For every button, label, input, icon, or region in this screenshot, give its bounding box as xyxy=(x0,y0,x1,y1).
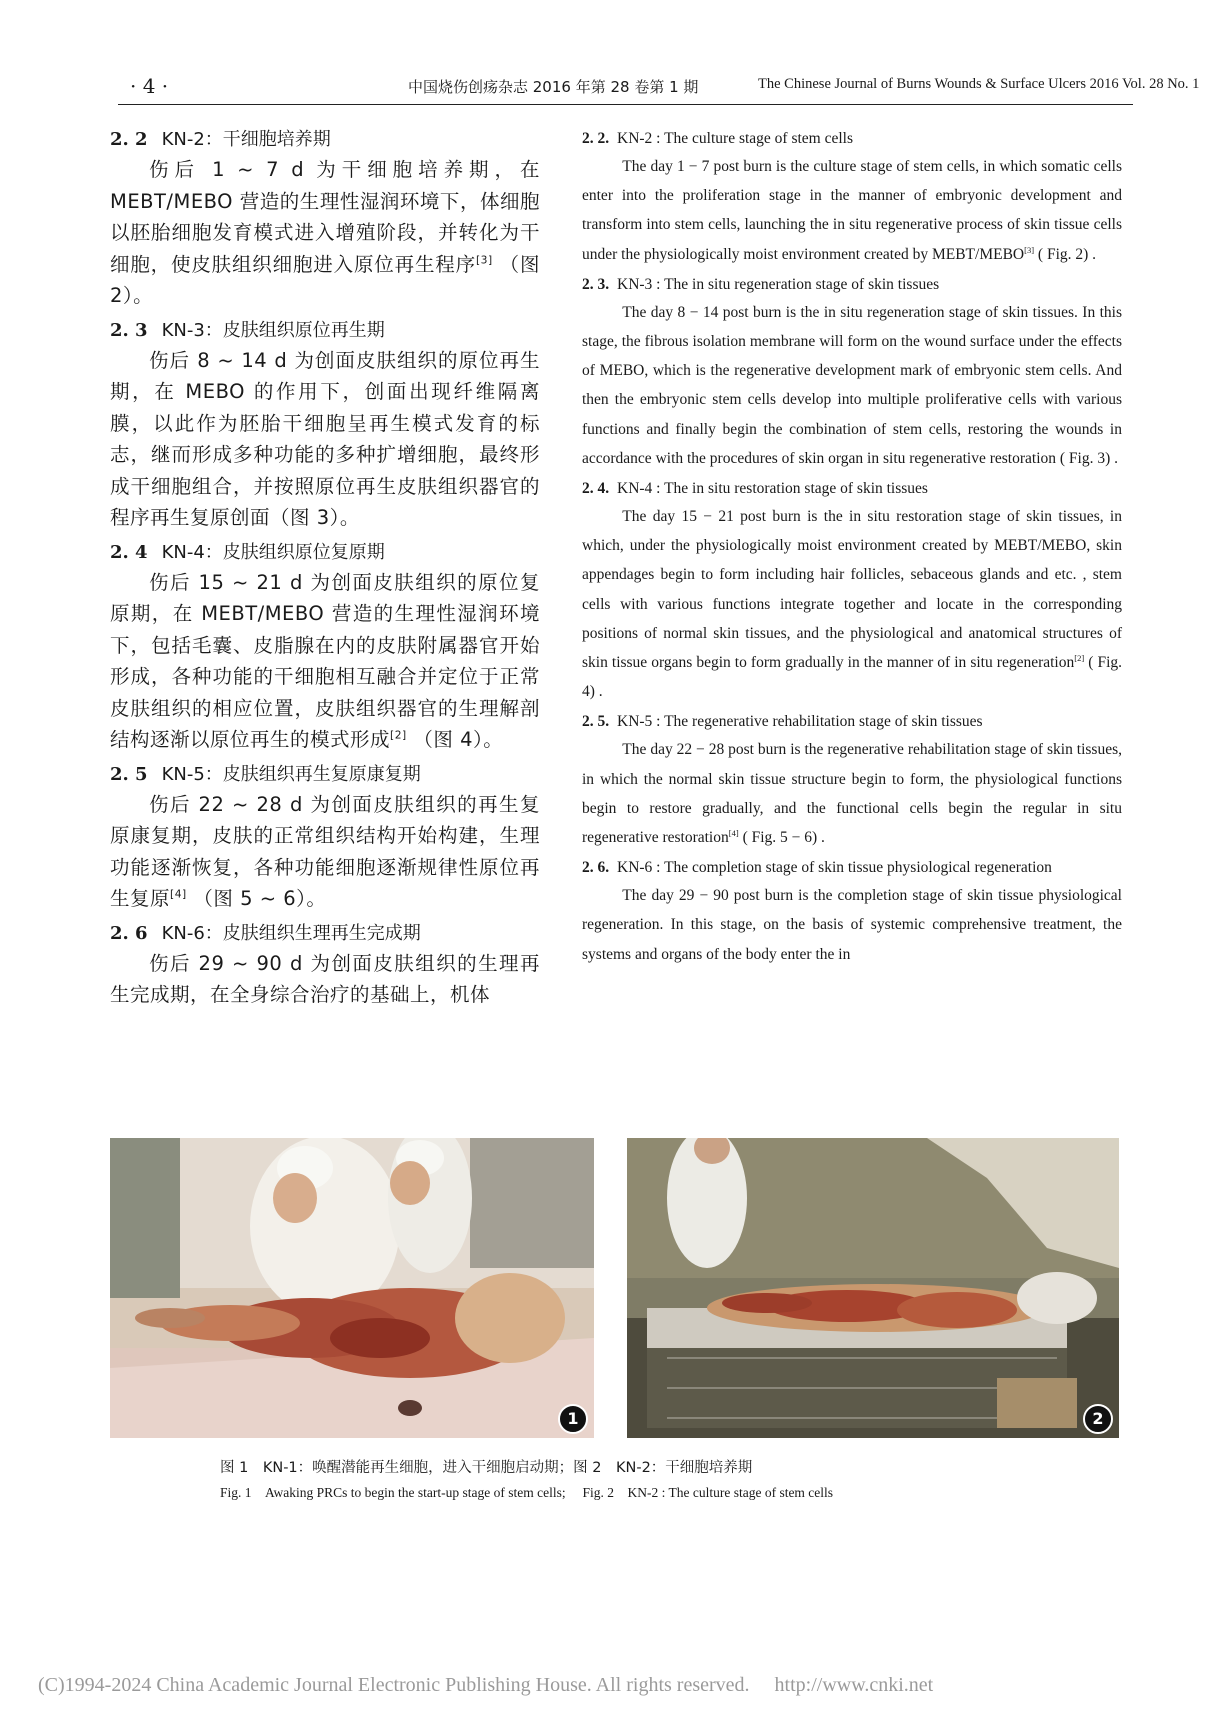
paragraph-zh-2-5: 伤后 22 ~ 28 d 为创面皮肤组织的再生复原康复期，皮肤的正常组织结构开始构建，生理功能逐渐恢复，各种功能细胞逐渐规律性原位再生复原[4] （图 5 ~ 6）。 xyxy=(110,792,540,910)
paragraph-zh-2-2: 伤后 1 ~ 7 d 为干细胞培养期，在 MEBT/MEBO 营造的生理性湿润环境下，体细胞以胚胎细胞发育模式进入增殖阶段，并转化为干细胞，使皮肤组织细胞进入原位再生程序[3] （图 2）。 xyxy=(110,158,540,307)
paragraph-en-2-5: The day 22 − 28 post burn is the regenerative rehabilitation stage of skin tissues, in which the normal skin tissue structure begin to form, the physiological functions begin to restore gradually, and the functional cells begin the regular in situ regenerative restoration[4] ( Fig. 5 − 6) . xyxy=(582,741,1122,847)
figure-caption-en: Fig. 1 Awaking PRCs to begin the start-up stage of stem cells; Fig. 2 KN-2 : The culture stage of stem cells xyxy=(220,1485,834,1500)
chinese-column xyxy=(110,126,540,1016)
figure-2-illustration xyxy=(627,1138,1119,1438)
figure-1-photo xyxy=(110,1138,594,1438)
paragraph-en-2-4: The day 15 − 21 post burn is the in situ restoration stage of skin tissues, in which, under the physiologically moist environment created by MEBT/MEBO, skin appendages begin to form including hair follicles, sebaceous glands and etc. , stem cells with various functions integrate together and locate in the corresponding positions of normal skin tissues, and the physiological and anatomical structures of skin tissue organs begin to form gradually in the manner of in situ regeneration[2] ( Fig. 4) . xyxy=(582,508,1122,701)
figure-2-badge: 2 xyxy=(1083,1404,1113,1434)
section-heading-zh-2-6: 2. 6 KN-6：皮肤组织生理再生完成期 xyxy=(110,922,421,944)
journal-title-zh: 中国烧伤创疡杂志 2016 年第 28 卷第 1 期 xyxy=(408,78,699,96)
paragraph-en-2-3: The day 8 − 14 post burn is the in situ regeneration stage of skin tissues. In this stage, the fibrous isolation membrane will form on the wound surface under the effects of MEBO, which is the regenerative development mark of embryonic stem cells. And then the embryonic stem cells develop into multiple proliferative cells with various functions and finally begin the combination of stem cells, restoring the wounds in accordance with the procedures of skin organ in situ regenerative restoration ( Fig. 3) . xyxy=(582,303,1122,467)
paragraph-zh-2-4: 伤后 15 ~ 21 d 为创面皮肤组织的原位复原期，在 MEBT/MEBO 营造的生理性湿润环境下，包括毛囊、皮脂腺在内的皮肤附属器官开始形成，各种功能的干细胞相互融合并定位于正常皮肤组织的相应位置，皮肤组织器官的生理解剖结构逐渐以原位再生的模式形成[2] （图 4）。 xyxy=(110,570,540,751)
section-heading-zh-2-3: 2. 3 KN-3：皮肤组织原位再生期 xyxy=(110,319,385,341)
section-heading-zh-2-5: 2. 5 KN-5：皮肤组织再生复原康复期 xyxy=(110,763,421,785)
section-heading-en-2-4: 2. 4. KN-4 : The in situ restoration stage of skin tissues xyxy=(582,480,928,498)
page-number: · 4 · xyxy=(130,74,169,98)
english-column xyxy=(582,126,1122,972)
section-heading-en-2-2: 2. 2. KN-2 : The culture stage of stem cells xyxy=(582,130,854,147)
figure-1-badge: 1 xyxy=(558,1404,588,1434)
paragraph-en-2-2: The day 1 − 7 post burn is the culture stage of stem cells, in which somatic cells enter into the proliferation stage in the manner of embryonic development and transform into stem cells, launching the in situ regenerative process of skin tissue cells under the physiologically moist environment created by MEBT/MEBO[3] ( Fig. 2) . xyxy=(582,158,1122,263)
paragraph-en-2-6: The day 29 − 90 post burn is the completion stage of skin tissue physiological regeneration. In this stage, on the basis of systemic comprehensive treatment, the systems and organs of the body enter the in xyxy=(582,887,1122,963)
figure-1-illustration xyxy=(110,1138,594,1438)
running-header xyxy=(118,70,1200,105)
section-heading-en-2-3: 2. 3. KN-3 : The in situ regeneration stage of skin tissues xyxy=(582,275,940,293)
section-heading-zh-2-2: 2. 2 KN-2：干细胞培养期 xyxy=(110,129,331,150)
figure-caption-zh: 图 1 KN-1：唤醒潜能再生细胞，进入干细胞启动期；图 2 KN-2：干细胞培养期 xyxy=(220,1460,753,1476)
paragraph-zh-2-6: 伤后 29 ~ 90 d 为创面皮肤组织的生理再生完成期，在全身综合治疗的基础上，机体 xyxy=(110,951,540,1006)
section-heading-zh-2-4: 2. 4 KN-4：皮肤组织原位复原期 xyxy=(110,541,385,563)
section-heading-en-2-6: 2. 6. KN-6 : The completion stage of skin tissue physiological regeneration xyxy=(582,859,1052,877)
figure-2-photo xyxy=(627,1138,1119,1438)
copyright-footer: (C)1994-2024 China Academic Journal Electronic Publishing House. All rights reserved. http://www.cnki.net xyxy=(38,1674,934,1696)
section-heading-en-2-5: 2. 5. KN-5 : The regenerative rehabilitation stage of skin tissues xyxy=(582,713,983,731)
paragraph-zh-2-3: 伤后 8 ~ 14 d 为创面皮肤组织的原位再生期，在 MEBO 的作用下，创面出现纤维隔离膜，以此作为胚胎干细胞呈再生模式发育的标志，继而形成多种功能的多种扩增细胞，最终形成干细胞组合，并按照原位再生皮肤组织器官的程序再生复原创面（图 3）。 xyxy=(110,348,540,529)
journal-title-en: The Chinese Journal of Burns Wounds & Surface Ulcers 2016 Vol. 28 No. 1 xyxy=(758,76,1200,92)
